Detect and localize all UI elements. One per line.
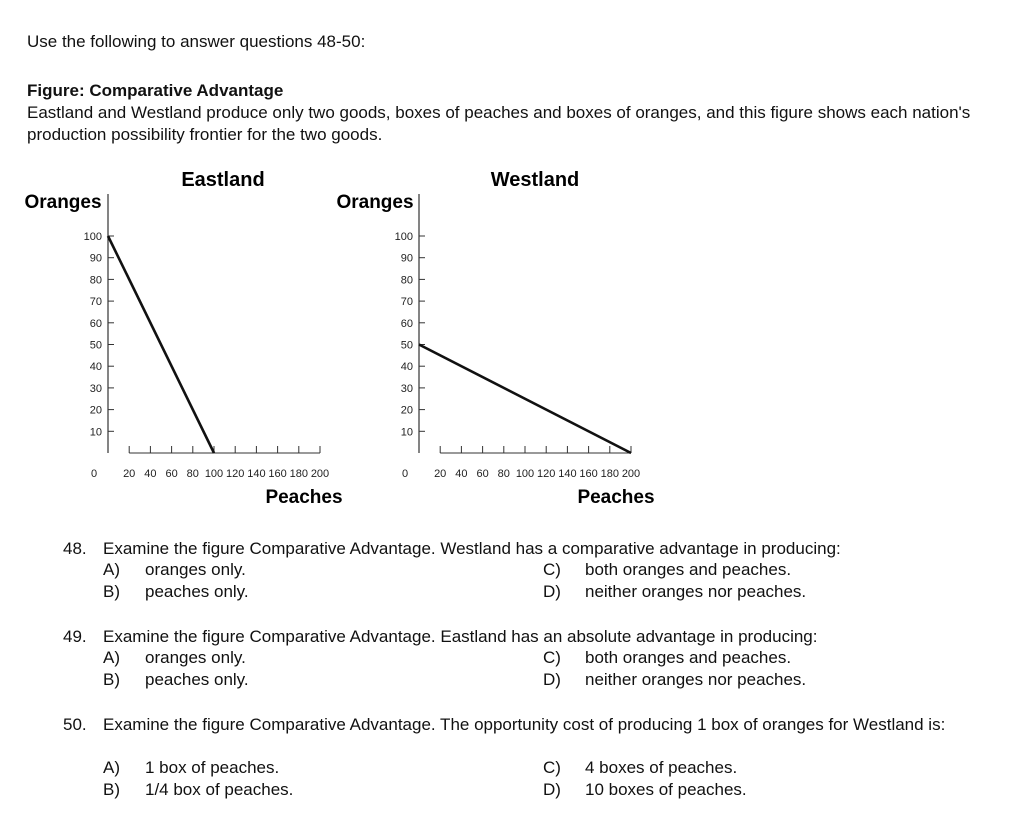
question-number: 49. [63, 627, 87, 646]
figure-description: Eastland and Westland produce only two goods, boxes of peaches and boxes of oranges, and this figure shows each nation's production possibility frontier for the two goods. [27, 103, 971, 144]
westland-chart [0, 0, 680, 520]
option-letter: D) [543, 582, 561, 601]
x-tick-label: 180 [600, 468, 619, 480]
y-axis-label: Oranges [24, 192, 102, 213]
option-c[interactable] [543, 758, 737, 778]
x-tick-label: 200 [621, 468, 641, 480]
chart-title: Westland [490, 169, 580, 191]
y-tick-label: 100 [394, 231, 413, 243]
chart-title: Eastland [181, 169, 265, 191]
x-tick-label: 180 [289, 468, 308, 480]
option-text: oranges only. [145, 560, 246, 579]
question-number: 50. [63, 715, 87, 734]
x-tick-label: 200 [310, 468, 330, 480]
x-tick-label: 20 [123, 468, 136, 480]
y-tick-label: 50 [400, 339, 413, 352]
option-letter: B) [103, 780, 120, 799]
y-tick-label: 90 [400, 252, 413, 265]
option-letter: D) [543, 780, 561, 799]
option-letter: A) [103, 648, 120, 667]
option-text: oranges only. [145, 648, 246, 667]
option-c[interactable] [543, 560, 791, 580]
x-tick-label: 40 [144, 468, 157, 480]
x-tick-label: 60 [476, 468, 489, 480]
x-tick-label: 20 [434, 468, 447, 480]
x-tick-label: 0 [90, 468, 98, 480]
option-d[interactable] [543, 670, 806, 690]
option-text: peaches only. [145, 670, 249, 689]
option-text: 1/4 box of peaches. [145, 780, 294, 799]
y-tick-label: 80 [400, 274, 413, 287]
option-text: both oranges and peaches. [585, 560, 792, 579]
x-tick-label: 120 [537, 468, 556, 480]
figure-title: Figure: Comparative Advantage [27, 81, 284, 100]
x-tick-label: 80 [497, 468, 510, 480]
y-tick-label: 60 [400, 317, 413, 330]
option-b[interactable] [103, 780, 293, 800]
x-tick-label: 160 [268, 468, 287, 480]
x-tick-label: 80 [186, 468, 199, 480]
y-tick-label: 100 [83, 231, 102, 243]
question-number: 48. [63, 539, 87, 558]
x-tick-label: 0 [401, 468, 409, 480]
option-letter: C) [543, 758, 561, 777]
y-tick-label: 40 [89, 361, 102, 374]
y-tick-label: 20 [89, 404, 102, 417]
x-tick-label: 40 [455, 468, 468, 480]
y-tick-label: 40 [400, 361, 413, 374]
y-tick-label: 90 [89, 252, 102, 265]
option-a[interactable] [103, 648, 246, 668]
y-tick-label: 60 [89, 317, 102, 330]
x-tick-label: 160 [579, 468, 598, 480]
x-tick-label: 140 [247, 468, 266, 480]
option-text: both oranges and peaches. [585, 648, 792, 667]
option-b[interactable] [103, 582, 249, 602]
question-text: Examine the figure Comparative Advantage. Eastland has an absolute advantage in producing: [103, 627, 818, 646]
y-tick-label: 30 [400, 382, 413, 395]
y-tick-label: 70 [89, 296, 102, 309]
option-text: neither oranges nor peaches. [585, 670, 807, 689]
option-c[interactable] [543, 648, 791, 668]
y-tick-label: 10 [400, 426, 413, 439]
option-letter: C) [543, 648, 561, 667]
x-axis-label: Peaches [265, 487, 343, 508]
y-tick-label: 20 [400, 404, 413, 417]
y-tick-label: 10 [89, 426, 102, 439]
option-d[interactable] [543, 582, 806, 602]
x-tick-label: 100 [515, 468, 535, 480]
option-d[interactable] [543, 780, 747, 800]
option-b[interactable] [103, 670, 249, 690]
option-text: 10 boxes of peaches. [585, 780, 747, 799]
y-tick-label: 80 [89, 274, 102, 287]
option-a[interactable] [103, 560, 246, 580]
x-tick-label: 140 [558, 468, 577, 480]
option-letter: B) [103, 670, 120, 689]
option-a[interactable] [103, 758, 279, 778]
question-text: Examine the figure Comparative Advantage. The opportunity cost of producing 1 box of oranges for Westland is: [103, 715, 946, 734]
option-text: 4 boxes of peaches. [585, 758, 738, 777]
x-tick-label: 120 [226, 468, 245, 480]
option-text: 1 box of peaches. [145, 758, 280, 777]
option-letter: B) [103, 582, 120, 601]
question-text: Examine the figure Comparative Advantage. Westland has a comparative advantage in producing: [103, 539, 841, 558]
option-letter: A) [103, 560, 120, 579]
y-tick-label: 30 [89, 382, 102, 395]
x-tick-label: 60 [165, 468, 178, 480]
intro-text: Use the following to answer questions 48-50: [27, 32, 366, 51]
option-text: peaches only. [145, 582, 249, 601]
option-text: neither oranges nor peaches. [585, 582, 807, 601]
x-axis-label: Peaches [577, 487, 655, 508]
x-tick-label: 100 [204, 468, 224, 480]
y-tick-label: 70 [400, 296, 413, 309]
option-letter: A) [103, 758, 120, 777]
y-axis-label: Oranges [336, 192, 414, 213]
option-letter: D) [543, 670, 561, 689]
option-letter: C) [543, 560, 561, 579]
y-tick-label: 50 [89, 339, 102, 352]
ppf-line [419, 345, 631, 454]
